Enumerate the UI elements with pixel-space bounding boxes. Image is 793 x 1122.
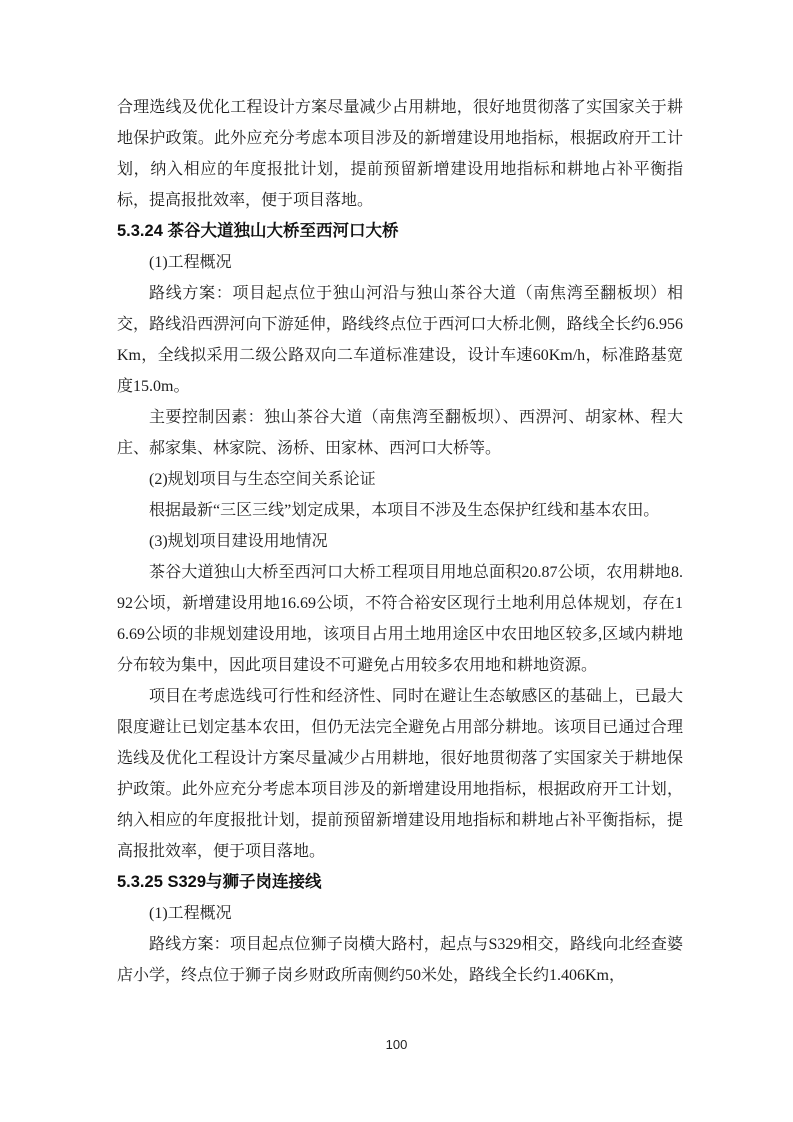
paragraph-continued-land-policy: 合理选线及优化工程设计方案尽量减少占用耕地，很好地贯彻落了实国家关于耕地保护政策。此外应充分考虑本项目涉及的新增建设用地指标，根据政府开工计划，纳入相应的年度报批计划，提前预留新增建设用地指标和耕地占补平衡指标，提高报批效率，便于项目落地。 (117, 99, 683, 209)
paragraph-route-plan-1: 路线方案：项目起点位于独山河沿与独山茶谷大道（南焦湾至翻板坝）相交，路线沿西淠河向下游延伸，路线终点位于西河口大桥北侧，路线全长约6.956 Km，全线拟采用二级公路双向二车道标准建设，设计车速60Km/h，标准路基宽度15.0m。 (117, 285, 683, 395)
paragraph-control-factors: 主要控制因素：独山茶谷大道（南焦湾至翻板坝）、西淠河、胡家林、程大庄、郝家集、林家院、汤桥、田家林、西河口大桥等。 (117, 409, 683, 457)
subheading-construction-land-use: (3)规划项目建设用地情况 (149, 533, 328, 550)
subheading-eco-space-relation: (2)规划项目与生态空间关系论证 (149, 471, 376, 488)
page-body (117, 92, 683, 991)
page-number: 100 (385, 1037, 408, 1052)
paragraph-three-zones-three-lines: 根据最新“三区三线”划定成果，本项目不涉及生态保护红线和基本农田。 (149, 502, 660, 519)
paragraph-farmland-mitigation: 项目在考虑选线可行性和经济性、同时在避让生态敏感区的基础上，已最大限度避让已划定基本农田，但仍无法完全避免占用部分耕地。该项目已通过合理选线及优化工程设计方案尽量减少占用耕地，很好地贯彻落了实国家关于耕地保护政策。此外应充分考虑本项目涉及的新增建设用地指标，根据政府开工计划，纳入相应的年度报批计划，提前预留新增建设用地指标和耕地占补平衡指标，提高报批效率，便于项目落地。 (117, 688, 683, 860)
subheading-project-overview-2: (1)工程概况 (149, 905, 232, 922)
paragraph-route-plan-2: 路线方案：项目起点位狮子岗横大路村，起点与S329相交，路线向北经查婆店小学，终点位于狮子岗乡财政所南侧约50米处，路线全长约1.406Km， (117, 936, 683, 984)
page-footer (0, 1036, 793, 1054)
paragraph-land-area-details: 茶谷大道独山大桥至西河口大桥工程项目用地总面积20.87公顷，农用耕地8.92公顷，新增建设用地16.69公顷，不符合裕安区现行土地利用总体规划，存在16.69公顷的非规划建设用地，该项目占用土地用途区中农田地区较多,区域内耕地分布较为集中，因此项目建设不可避免占用较多农用地和耕地资源。 (117, 564, 683, 674)
section-heading-5-3-25: 5.3.25 S329与狮子岗连接线 (117, 873, 322, 891)
section-heading-5-3-24: 5.3.24 茶谷大道独山大桥至西河口大桥 (117, 222, 399, 240)
subheading-project-overview-1: (1)工程概况 (149, 254, 232, 271)
